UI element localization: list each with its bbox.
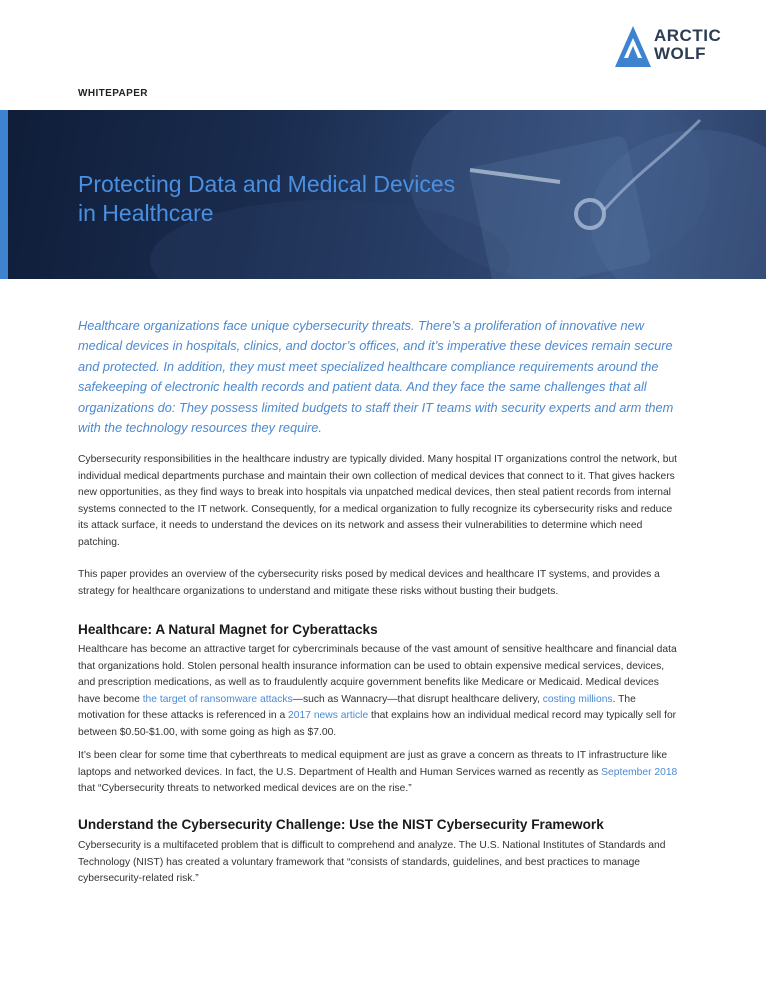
text: that “Cybersecurity threats to networked medical devices are on the rise.” [78, 783, 412, 794]
page-title [78, 170, 598, 228]
intro-paragraph: Healthcare organizations face unique cybersecurity threats. There’s a proliferation of innovative new medical devices in hospitals, clinics, and doctor’s offices, and it’s imperative these devices remain secure and protected. In addition, they must meet specialized healthcare compliance requirements around the safekeeping of electronic health records and patient data. And they face the same challenges that all organizations do: They possess limited budgets to staff their IT teams with security experts and arm them with the technology resources they require. [78, 318, 674, 436]
text: Healthcare has become an attractive target for cybercriminals because of the vast amount of sensitive healthcare and financial data that organizations hold. Stolen personal health insurance information can be used to obtain expensive medical services, devices, and prescription medications, as well as to fraudulently acquire government benefits like Medicare or Medicaid. Medical devices have become [78, 644, 677, 705]
section1-paragraph-1 [78, 642, 683, 741]
body-paragraph-2: This paper provides an overview of the cybersecurity risks posed by medical devices and healthcare IT systems, and provides a strategy for healthcare organizations to understand and mitigate these risks without busting their budgets. [78, 569, 660, 597]
text: . The motivation for these attacks is referenced in a [78, 693, 636, 721]
title-line-1: Protecting Data and Medical Devices [78, 171, 456, 197]
september-2018-link[interactable]: September 2018 [601, 766, 678, 778]
arctic-wolf-logo [614, 24, 734, 70]
text: that explains how an individual medical record may typically sell for between $0.50-$1.00, with some going as high as $7.00. [78, 710, 677, 738]
section2-paragraph-1: Cybersecurity is a multifaceted problem that is difficult to comprehend and analyze. The U.S. National Institutes of Standards and Technology (NIST) has created a voluntary framework that “consists of standards, guidelines, and best practices to manage cybersecurity-related risk.” [78, 840, 666, 884]
section-heading-2: Understand the Cybersecurity Challenge: Use the NIST Cybersecurity Framework [78, 817, 604, 832]
hero-accent-bar [0, 110, 8, 279]
logo-line-1: ARCTIC [654, 26, 722, 45]
body-paragraph-1: Cybersecurity responsibilities in the healthcare industry are typically divided. Many hospital IT organizations control the network, but individual medical departments purchase and maintain their own collection of medical devices that connect to it. That gives hackers new opportunities, as they find ways to break into hospitals via unpatched medical devices, then steal patient records from internal systems connected to the IT network. Consequently, for a medical organization to fully recognize its cybersecurity risks and reduce its attack surface, it needs to understand the devices on its network and assess their vulnerabilities to determine which need patching. [78, 454, 678, 548]
logo-line-2: WOLF [654, 44, 707, 63]
mountain-icon [614, 24, 652, 68]
text: —such as Wannacry—that disrupt healthcare delivery, [292, 693, 543, 705]
section-heading-1: Healthcare: A Natural Magnet for Cyberattacks [78, 622, 378, 637]
title-line-2: in Healthcare [78, 200, 214, 226]
news-article-link[interactable]: 2017 news article [288, 710, 369, 721]
text: It’s been clear for some time that cyberthreats to medical equipment are just as grave a concern as threats to IT infrastructure like laptops and networked devices. In fact, the U.S. Department of Health and Human Services warned as recently as [78, 750, 668, 778]
hero-banner [0, 110, 766, 279]
ransomware-attacks-link[interactable]: the target of ransomware attacks [142, 693, 293, 705]
costing-millions-link[interactable]: costing millions [542, 693, 613, 705]
section1-paragraph-2 [78, 748, 683, 798]
document-type-label: WHITEPAPER [78, 88, 148, 99]
